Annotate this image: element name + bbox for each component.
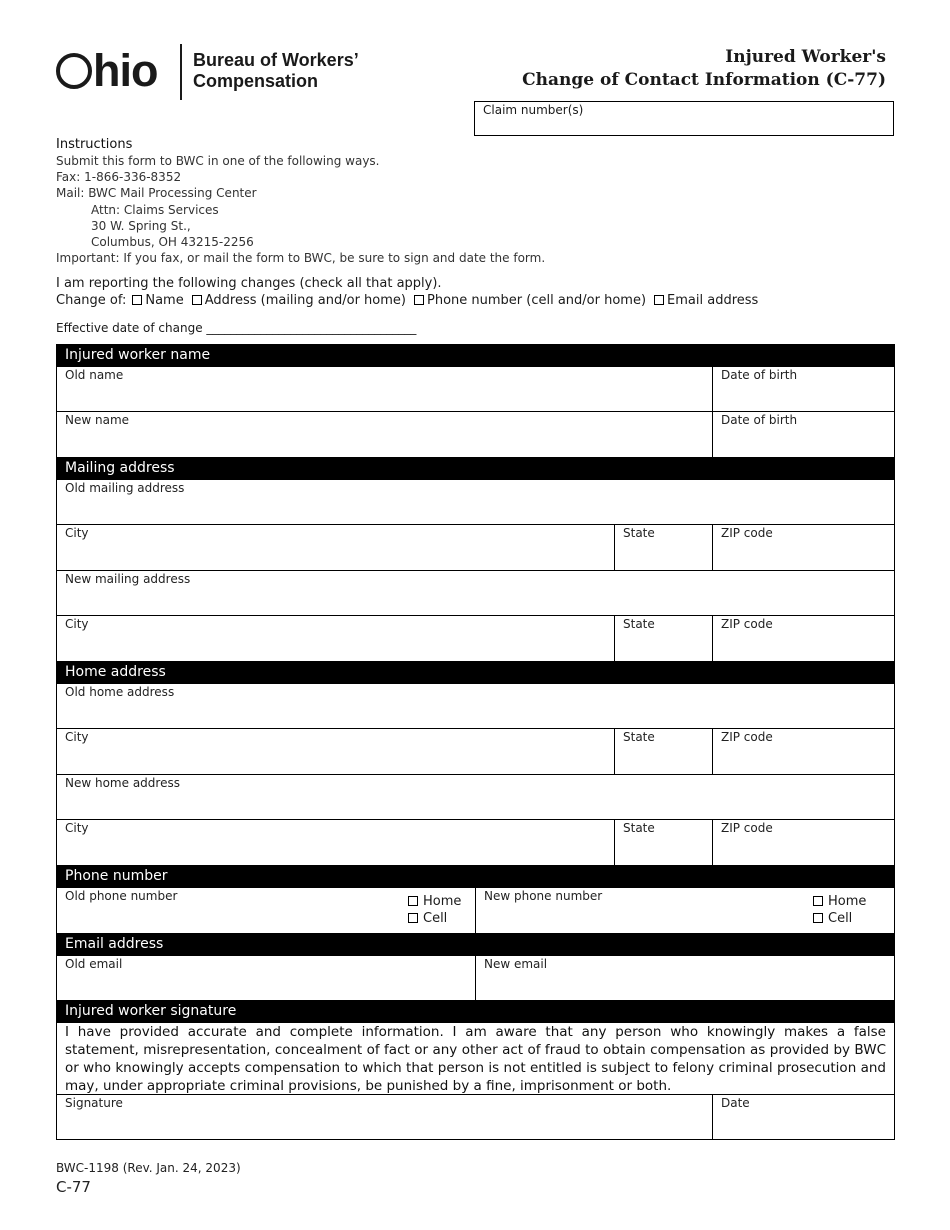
- old-phone-home-checkbox[interactable]: [408, 896, 418, 906]
- attestation-text: I have provided accurate and complete information. I am aware that any person who knowingly makes a false statement, misrepresentation, concealment of fact or any other act of fraud to obtain compensation as provided by BWC or who knowingly accepts compensation to which that person is not entitled is subject to felony criminal prosecution and may, under appropriate criminal provisions, be punished by a fine, imprisonment or both.: [56, 1022, 895, 1095]
- old-email-field[interactable]: Old email: [56, 955, 476, 1001]
- name-option-label: Name: [145, 293, 184, 308]
- important-note: Important: If you fax, or mail the form to BWC, be sure to sign and date the form.: [56, 251, 546, 266]
- signature-date-field[interactable]: Date: [712, 1094, 895, 1140]
- email-option-label: Email address: [667, 293, 759, 308]
- new-home-zip-field[interactable]: ZIP code: [712, 819, 895, 866]
- new-mailing-zip-field[interactable]: ZIP code: [712, 615, 895, 662]
- section-phone-number: Phone number: [56, 865, 895, 888]
- old-home-city-field[interactable]: City: [56, 728, 615, 775]
- old-phone-home-option[interactable]: Home: [408, 893, 461, 910]
- section-injured-worker-signature: Injured worker signature: [56, 1000, 895, 1023]
- instructions: [56, 137, 545, 266]
- new-mailing-address-field[interactable]: New mailing address: [56, 570, 895, 616]
- claim-number-label: Claim number(s): [483, 103, 584, 117]
- old-mailing-zip-field[interactable]: ZIP code: [712, 524, 895, 571]
- old-phone-cell-option[interactable]: Cell: [408, 910, 447, 927]
- new-email-field[interactable]: New email: [475, 955, 895, 1001]
- section-email-address: Email address: [56, 933, 895, 956]
- new-mailing-city-field[interactable]: City: [56, 615, 615, 662]
- new-home-address-field[interactable]: New home address: [56, 774, 895, 820]
- mail-address-line: Attn: Claims Services: [91, 202, 219, 217]
- logo-divider: [180, 44, 182, 100]
- change-of-label: Change of:: [56, 293, 127, 308]
- phone-option-label: Phone number (cell and/or home): [426, 293, 647, 308]
- mail-line: Mail: BWC Mail Processing Center: [56, 186, 257, 201]
- effective-date-field[interactable]: Effective date of change ___________________________________: [56, 321, 417, 335]
- address-checkbox[interactable]: [192, 295, 202, 305]
- changes-intro: I am reporting the following changes (check all that apply).: [56, 276, 442, 291]
- new-home-state-field[interactable]: State: [614, 819, 713, 866]
- new-phone-cell-option[interactable]: Cell: [813, 910, 852, 927]
- ohio-wordmark: hio: [56, 46, 157, 96]
- address-option-label: Address (mailing and/or home): [204, 293, 406, 308]
- old-home-address-field[interactable]: Old home address: [56, 683, 895, 729]
- form-title: Injured Worker's Change of Contact Information (C-77): [522, 47, 886, 90]
- old-home-zip-field[interactable]: ZIP code: [712, 728, 895, 775]
- section-home-address: Home address: [56, 661, 895, 684]
- old-mailing-city-field[interactable]: City: [56, 524, 615, 571]
- new-name-field[interactable]: New name: [56, 411, 713, 458]
- mail-address-line: Columbus, OH 43215-2256: [91, 235, 254, 250]
- form-number: C-77: [56, 1178, 91, 1196]
- email-checkbox[interactable]: [654, 295, 664, 305]
- section-mailing-address: Mailing address: [56, 457, 895, 480]
- instructions-heading: Instructions: [56, 137, 133, 152]
- old-mailing-address-field[interactable]: Old mailing address: [56, 479, 895, 525]
- old-dob-field[interactable]: Date of birth: [712, 366, 895, 412]
- new-home-city-field[interactable]: City: [56, 819, 615, 866]
- agency-name: Bureau of Workers’ Compensation: [193, 50, 359, 91]
- old-name-field[interactable]: Old name: [56, 366, 713, 412]
- form-revision-code: BWC-1198 (Rev. Jan. 24, 2023): [56, 1161, 241, 1175]
- new-mailing-state-field[interactable]: State: [614, 615, 713, 662]
- new-phone-field[interactable]: New phone number: [475, 887, 895, 934]
- change-of-row: [56, 292, 758, 309]
- old-phone-cell-checkbox[interactable]: [408, 913, 418, 923]
- new-phone-home-option[interactable]: Home: [813, 893, 866, 910]
- old-phone-field[interactable]: Old phone number: [56, 887, 476, 934]
- mail-address-line: 30 W. Spring St.,: [91, 218, 191, 233]
- fax-number: Fax: 1-866-336-8352: [56, 170, 182, 185]
- new-dob-field[interactable]: Date of birth: [712, 411, 895, 458]
- name-checkbox[interactable]: [132, 295, 142, 305]
- old-home-state-field[interactable]: State: [614, 728, 713, 775]
- signature-field[interactable]: Signature: [56, 1094, 713, 1140]
- old-mailing-state-field[interactable]: State: [614, 524, 713, 571]
- new-phone-cell-checkbox[interactable]: [813, 913, 823, 923]
- section-injured-worker-name: Injured worker name: [56, 344, 895, 367]
- claim-number-field[interactable]: [474, 101, 894, 136]
- phone-checkbox[interactable]: [414, 295, 424, 305]
- bwc-logo: [56, 44, 386, 102]
- new-phone-home-checkbox[interactable]: [813, 896, 823, 906]
- instructions-intro: Submit this form to BWC in one of the following ways.: [56, 154, 380, 168]
